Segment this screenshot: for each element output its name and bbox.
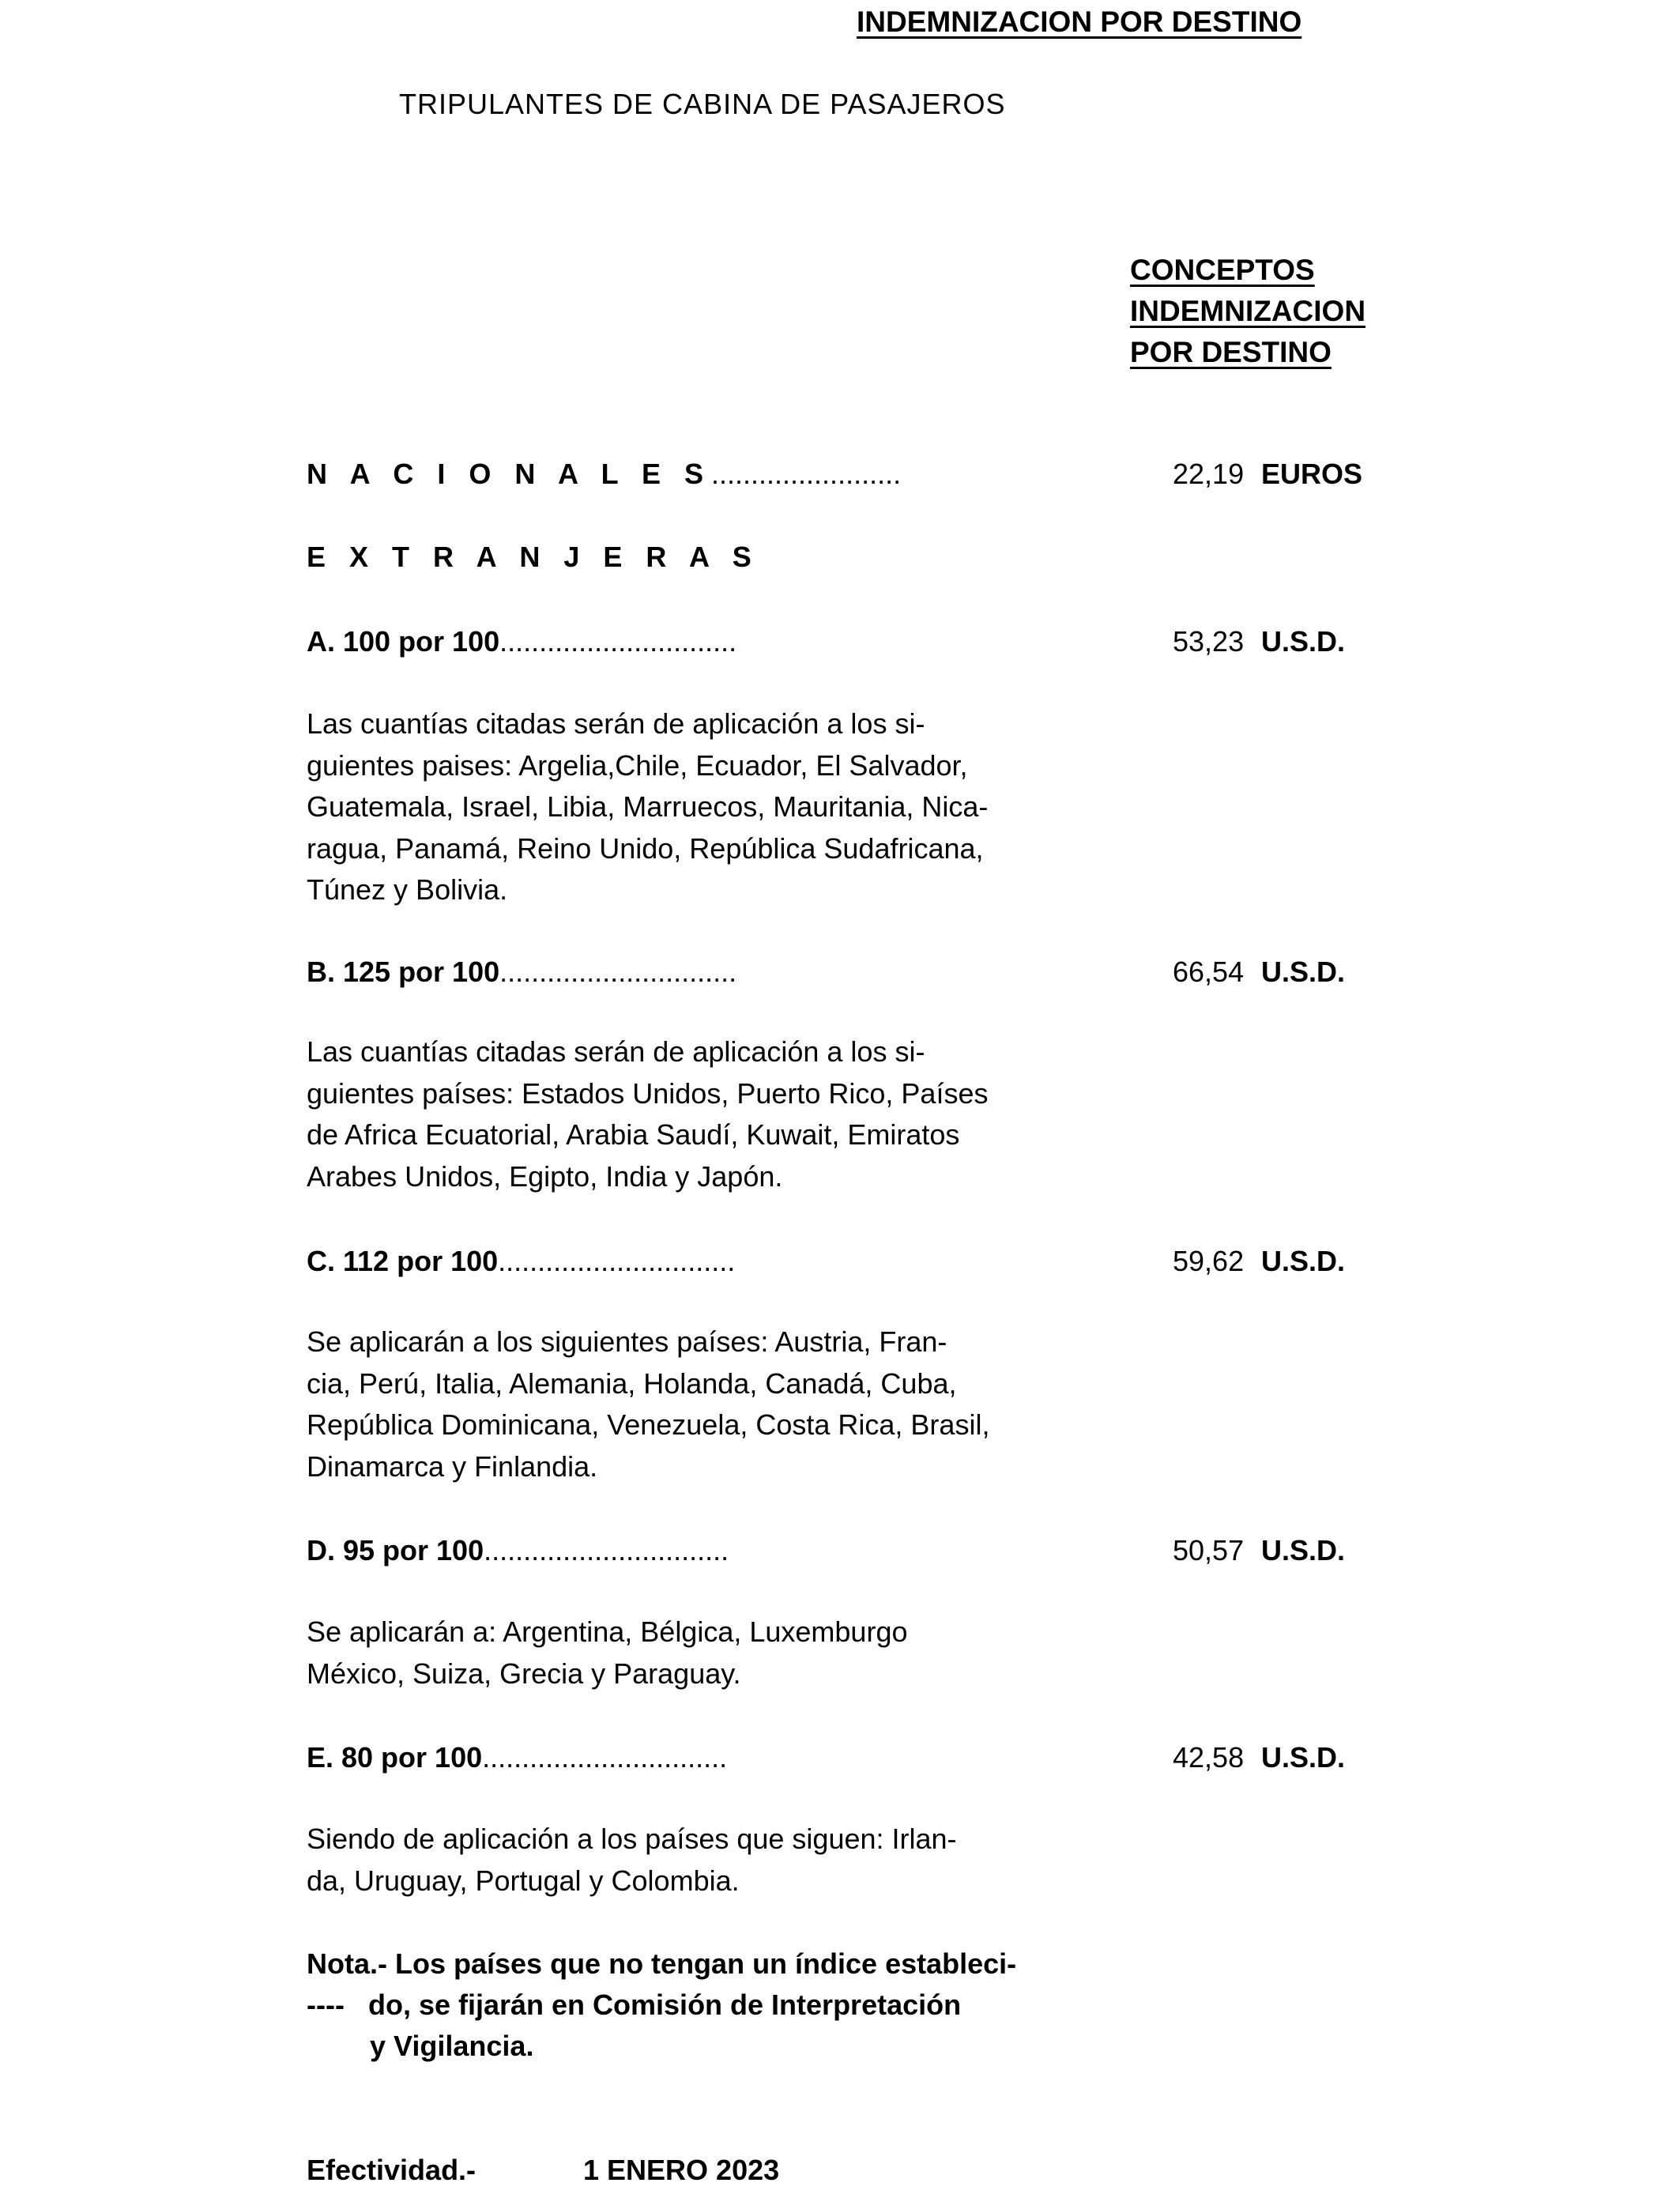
group-c-dots: .............................. [498, 1245, 736, 1277]
group-d-currency: U.S.D. [1261, 1534, 1346, 1566]
group-d-amount-row [1173, 1530, 1345, 1571]
group-b-amount: 66,54 [1173, 956, 1245, 988]
group-e-countries [307, 1819, 1097, 1902]
text-line: Siendo de aplicación a los países que siguen: Irlan- [307, 1823, 957, 1855]
group-c-countries [307, 1321, 1097, 1487]
group-d-label: D. 95 por 100 [307, 1534, 484, 1566]
text-line: Túnez y Bolivia. [307, 873, 508, 906]
text-line: de Africa Ecuatorial, Arabia Saudí, Kuwait, Emiratos [307, 1118, 960, 1151]
nota [307, 1943, 1097, 2067]
group-d-dots: ............................... [484, 1534, 729, 1566]
group-c-label: C. 112 por 100 [307, 1245, 499, 1277]
main-title: INDEMNIZACION POR DESTINO [857, 6, 1302, 38]
group-a-label: A. 100 por 100 [307, 625, 500, 658]
group-b-row [307, 952, 736, 993]
group-c-currency: U.S.D. [1261, 1245, 1346, 1277]
group-c-row [307, 1241, 735, 1282]
text-line: guientes paises: Argelia,Chile, Ecuador, El Salvador, [307, 748, 968, 782]
text-line: cia, Perú, Italia, Alemania, Holanda, Canadá, Cuba, [307, 1367, 957, 1400]
nota-line-2: ---- do, se fijarán en Comisión de Interpretación [307, 1989, 962, 2021]
group-a-row [307, 621, 736, 662]
nota-line-3: y Vigilancia. [370, 2030, 534, 2062]
text-line: Se aplicarán a: Argentina, Bélgica, Luxemburgo [307, 1615, 908, 1648]
group-e-dots: ............................... [482, 1741, 728, 1774]
group-d-countries [307, 1612, 1097, 1695]
nota-line-1: Nota.- Los países que no tengan un índice estableci- [307, 1947, 1017, 1980]
efectividad-label: Efectividad.- [307, 2154, 477, 2186]
column-title-line-3: POR DESTINO [1130, 336, 1332, 368]
group-e-amount-row [1173, 1737, 1345, 1778]
group-d-amount: 50,57 [1173, 1534, 1245, 1566]
group-e-row [307, 1737, 727, 1778]
nacionales-row [307, 454, 901, 495]
text-line: Las cuantías citadas serán de aplicación a los si- [307, 707, 925, 740]
column-title [1130, 250, 1365, 373]
column-title-line-2: INDEMNIZACION [1130, 295, 1366, 327]
group-a-countries [307, 703, 1097, 911]
group-b-currency: U.S.D. [1261, 956, 1346, 988]
text-line: da, Uruguay, Portugal y Colombia. [307, 1864, 740, 1897]
group-b-dots: .............................. [499, 956, 737, 988]
group-a-amount-row [1173, 621, 1345, 662]
text-line: Se aplicarán a los siguientes países: Austria, Fran- [307, 1325, 947, 1358]
nacionales-amount-row [1173, 454, 1362, 495]
group-c-amount: 59,62 [1173, 1245, 1245, 1277]
text-line: Arabes Unidos, Egipto, India y Japón. [307, 1159, 783, 1193]
group-d-row [307, 1530, 729, 1571]
group-b-amount-row [1173, 952, 1345, 993]
nacionales-dots: ........................ [711, 458, 902, 490]
group-e-amount: 42,58 [1173, 1741, 1245, 1774]
extranjeras-heading: E X T R A N J E R A S [307, 541, 759, 573]
text-line: ragua, Panamá, Reino Unido, República Sudafricana, [307, 831, 984, 865]
nacionales-label: N A C I O N A L E S [307, 458, 712, 490]
group-b-label: B. 125 por 100 [307, 956, 500, 988]
text-line: República Dominicana, Venezuela, Costa Rica, Brasil, [307, 1408, 990, 1441]
group-a-currency: U.S.D. [1261, 625, 1346, 658]
nacionales-amount: 22,19 [1173, 458, 1245, 490]
group-e-currency: U.S.D. [1261, 1741, 1346, 1774]
text-line: Guatemala, Israel, Libia, Marruecos, Mauritania, Nica- [307, 790, 989, 823]
text-line: guientes países: Estados Unidos, Puerto Rico, Países [307, 1076, 989, 1110]
text-line: Las cuantías citadas serán de aplicación a los si- [307, 1035, 925, 1068]
column-title-line-1: CONCEPTOS [1130, 254, 1315, 286]
efectividad-date: 1 ENERO 2023 [583, 2154, 780, 2186]
group-a-dots: .............................. [499, 625, 737, 658]
text-line: México, Suiza, Grecia y Paraguay. [307, 1657, 741, 1690]
subtitle: TRIPULANTES DE CABINA DE PASAJEROS [399, 88, 1006, 120]
text-line: Dinamarca y Finlandia. [307, 1449, 598, 1483]
group-b-countries [307, 1031, 1097, 1197]
group-a-amount: 53,23 [1173, 625, 1245, 658]
group-c-amount-row [1173, 1241, 1345, 1282]
nacionales-currency: EUROS [1261, 458, 1363, 490]
group-e-label: E. 80 por 100 [307, 1741, 483, 1774]
